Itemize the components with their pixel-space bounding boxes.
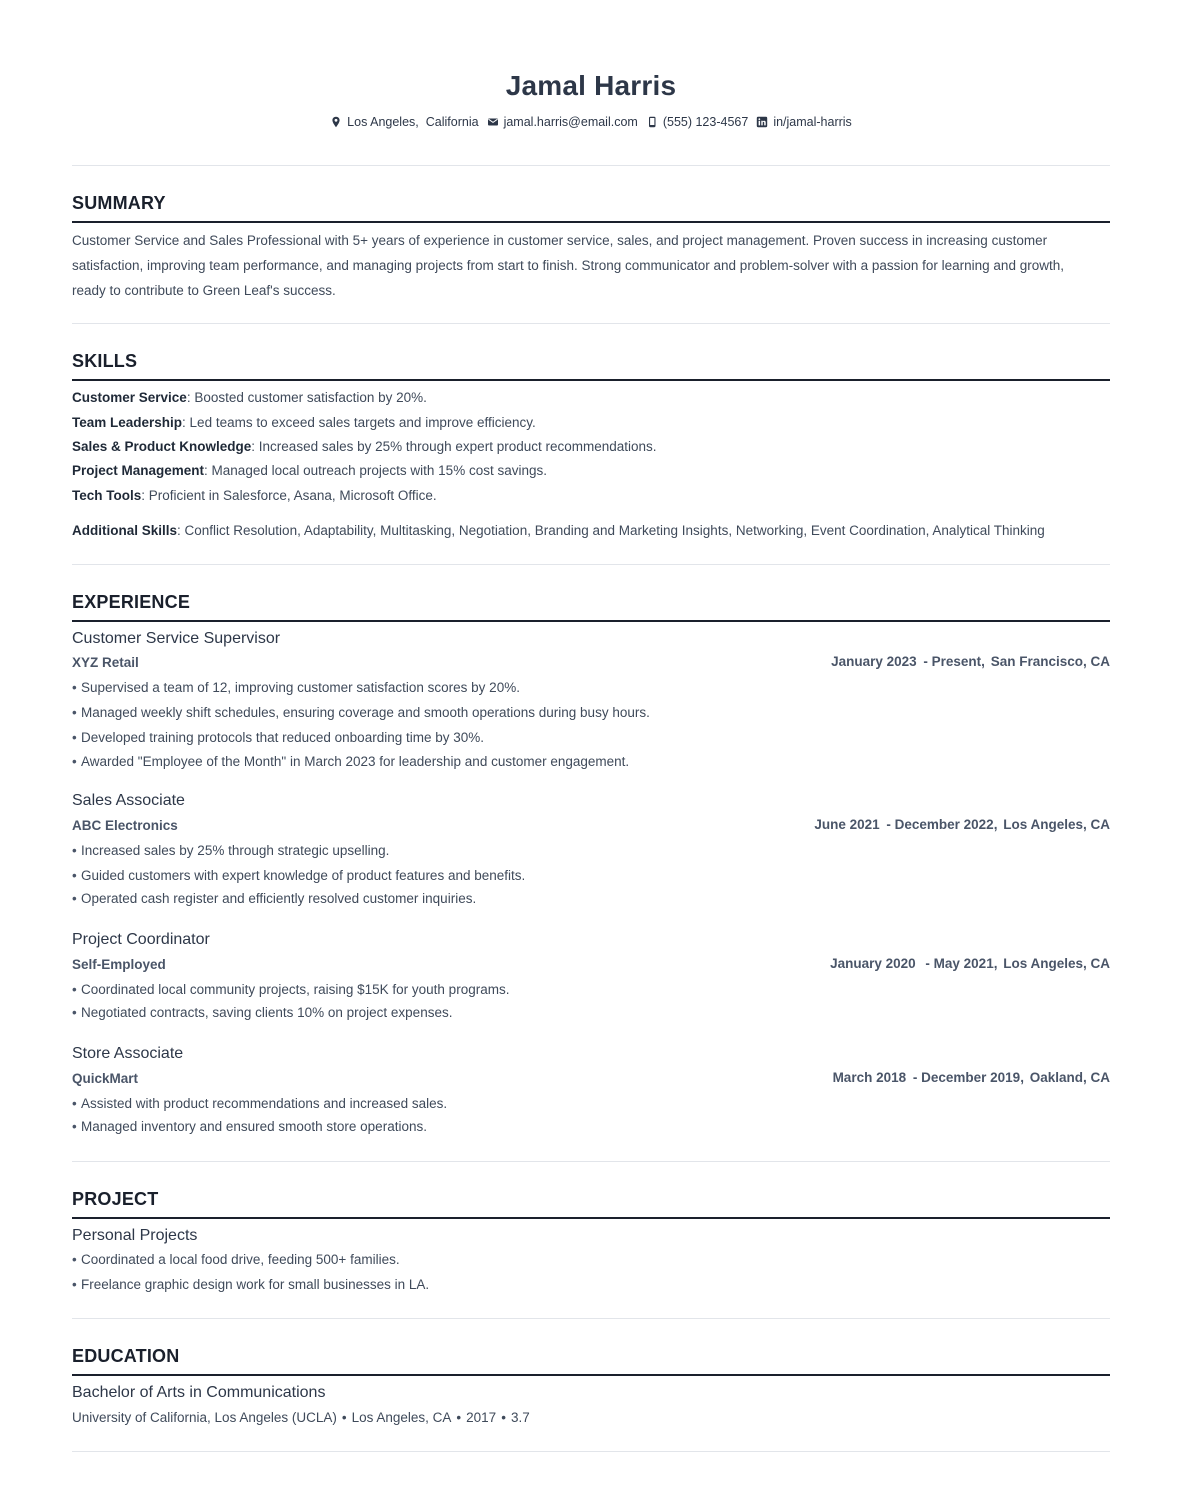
job-bullet	[72, 730, 484, 745]
job-end: - May 2021,	[925, 956, 998, 971]
separator-dot: •	[501, 1410, 506, 1425]
job-end: - Present,	[923, 654, 985, 669]
contact-bar	[72, 115, 1110, 129]
bullet-text: Freelance graphic design work for small businesses in LA.	[81, 1277, 430, 1292]
contact-location	[330, 115, 478, 129]
education-school: University of California, Los Angeles (UCLA)	[72, 1410, 337, 1425]
bullet-text: Coordinated local community projects, raising $15K for youth programs.	[81, 982, 510, 997]
job-bullet	[72, 982, 509, 997]
skill-desc: : Proficient in Salesforce, Asana, Microsoft Office.	[141, 488, 437, 503]
job-company: Self-Employed	[72, 957, 166, 972]
bullet-dot: •	[72, 730, 77, 745]
job-company: XYZ Retail	[72, 655, 139, 670]
divider	[72, 1451, 1110, 1452]
additional-skills-text: : Conflict Resolution, Adaptability, Multitasking, Negotiation, Branding and Marketing Insights, Networking, Event Coordination, Analytical Thinking	[177, 523, 1045, 538]
job-start: January 2020	[830, 956, 916, 971]
bullet-text: Developed training protocols that reduced onboarding time by 30%.	[81, 730, 485, 745]
job-bullet	[72, 891, 476, 906]
job-bullet	[72, 1005, 452, 1020]
education-year: 2017	[466, 1410, 497, 1425]
contact-phone[interactable]	[646, 115, 748, 129]
linkedin-icon	[756, 116, 768, 128]
mail-icon	[487, 116, 499, 128]
skill-item	[72, 463, 547, 478]
job-end: - December 2019,	[912, 1070, 1024, 1085]
job-meta	[830, 956, 1110, 971]
skill-name: Team Leadership	[72, 415, 183, 430]
job-company: QuickMart	[72, 1071, 139, 1086]
bullet-dot: •	[72, 705, 77, 720]
job-bullet	[72, 705, 650, 720]
skill-desc: : Boosted customer satisfaction by 20%.	[186, 390, 427, 405]
bullet-dot: •	[72, 1005, 77, 1020]
skill-item	[72, 439, 657, 454]
job-bullet	[72, 754, 629, 769]
contact-email-text[interactable]: jamal.harris@email.com	[503, 115, 638, 129]
bullet-dot: •	[72, 891, 77, 906]
bullet-dot: •	[72, 680, 77, 695]
job-title: Customer Service Supervisor	[72, 630, 281, 647]
bullet-text: Supervised a team of 12, improving customer satisfaction scores by 20%.	[81, 680, 520, 695]
skill-item	[72, 488, 437, 503]
project-bullet	[72, 1277, 429, 1292]
separator-dot: •	[456, 1410, 462, 1425]
education-heading: EDUCATION	[72, 1346, 180, 1366]
skill-desc: : Led teams to exceed sales targets and improve efficiency.	[182, 415, 536, 430]
contact-linkedin-text[interactable]: in/jamal-harris	[773, 115, 852, 129]
skill-name: Sales & Product Knowledge	[72, 439, 252, 454]
summary-line: Customer Service and Sales Professional with 5+ years of experience in customer service, sales, and project management. Proven success in increasing customer	[72, 233, 1048, 248]
additional-skills-label: Additional Skills	[72, 523, 178, 538]
summary-line: ready to contribute to Green Leaf's success.	[72, 283, 336, 298]
education-gpa: 3.7	[510, 1410, 530, 1425]
job-title: Store Associate	[72, 1045, 184, 1062]
job-start: March 2018	[832, 1070, 907, 1085]
additional-skills	[72, 523, 1045, 538]
summary-line: satisfaction, improving team performance, and managing projects from start to finish. Strong communicator and problem-solver with a passion for learning and growth,	[72, 258, 1064, 273]
skill-desc: : Managed local outreach projects with 15% cost savings.	[204, 463, 547, 478]
job-bullet	[72, 1119, 427, 1134]
contact-email[interactable]	[487, 115, 638, 129]
bullet-text: Negotiated contracts, saving clients 10% on project expenses.	[81, 1005, 453, 1020]
job-location: Los Angeles, CA	[1003, 956, 1110, 971]
bullet-dot: •	[72, 1252, 77, 1267]
education-location: Los Angeles, CA	[351, 1410, 452, 1425]
job-location: Los Angeles, CA	[1003, 817, 1110, 832]
skills-heading: SKILLS	[72, 351, 138, 371]
contact-city: Los Angeles,	[347, 115, 419, 129]
summary-heading-rule	[72, 221, 1110, 223]
skill-desc: : Increased sales by 25% through expert product recommendations.	[251, 439, 657, 454]
job-bullet	[72, 680, 520, 695]
summary-text	[72, 228, 1112, 303]
education-degree: Bachelor of Arts in Communications	[72, 1384, 326, 1401]
skill-name: Tech Tools	[72, 488, 142, 503]
job-title: Project Coordinator	[72, 931, 210, 948]
job-bullet	[72, 868, 525, 883]
contact-linkedin[interactable]	[756, 115, 852, 129]
summary-heading: SUMMARY	[72, 193, 166, 213]
skills-heading-rule	[72, 379, 1110, 381]
separator-dot: •	[341, 1410, 347, 1425]
bullet-dot: •	[72, 1277, 77, 1292]
job-start: January 2023	[831, 654, 917, 669]
candidate-name: Jamal Harris	[505, 70, 677, 101]
project-heading: PROJECT	[72, 1189, 159, 1209]
bullet-text: Operated cash register and efficiently resolved customer inquiries.	[81, 891, 477, 906]
job-start: June 2021	[814, 817, 880, 832]
skill-name: Customer Service	[72, 390, 187, 405]
bullet-dot: •	[72, 1096, 77, 1111]
job-end: - December 2022,	[886, 817, 998, 832]
bullet-text: Coordinated a local food drive, feeding 500+ families.	[81, 1252, 400, 1267]
phone-icon	[646, 116, 658, 128]
job-company: ABC Electronics	[72, 818, 178, 833]
project-name: Personal Projects	[72, 1227, 198, 1244]
job-meta	[833, 1070, 1110, 1085]
bullet-dot: •	[72, 754, 77, 769]
project-bullet	[72, 1252, 400, 1267]
divider	[72, 1161, 1110, 1162]
bullet-text: Guided customers with expert knowledge of product features and benefits.	[81, 868, 526, 883]
job-title: Sales Associate	[72, 792, 185, 809]
bullet-dot: •	[72, 1119, 77, 1134]
divider	[72, 165, 1110, 166]
project-heading-rule	[72, 1217, 1110, 1219]
job-meta	[814, 817, 1110, 832]
contact-phone-text[interactable]: (555) 123-4567	[662, 115, 749, 129]
bullet-text: Managed weekly shift schedules, ensuring coverage and smooth operations during busy hours.	[81, 705, 650, 720]
divider	[72, 323, 1110, 324]
bullet-text: Assisted with product recommendations and increased sales.	[81, 1096, 448, 1111]
job-location: San Francisco, CA	[990, 654, 1110, 669]
bullet-text: Increased sales by 25% through strategic upselling.	[81, 843, 390, 858]
job-location: Oakland, CA	[1029, 1070, 1110, 1085]
bullet-dot: •	[72, 868, 77, 883]
job-meta	[831, 654, 1110, 669]
experience-heading-rule	[72, 620, 1110, 622]
experience-heading: EXPERIENCE	[72, 592, 191, 612]
job-bullet	[72, 843, 389, 858]
bullet-dot: •	[72, 843, 77, 858]
skill-item	[72, 390, 427, 405]
divider	[72, 1318, 1110, 1319]
skill-item	[72, 415, 536, 430]
bullet-text: Awarded "Employee of the Month" in March 2023 for leadership and customer engagement.	[81, 754, 630, 769]
divider	[72, 564, 1110, 565]
education-heading-rule	[72, 1374, 1110, 1376]
location-pin-icon	[330, 116, 342, 128]
bullet-text: Managed inventory and ensured smooth store operations.	[81, 1119, 427, 1134]
contact-state: California	[425, 115, 479, 129]
skill-name: Project Management	[72, 463, 205, 478]
education-details	[72, 1410, 530, 1425]
bullet-dot: •	[72, 982, 77, 997]
job-bullet	[72, 1096, 447, 1111]
